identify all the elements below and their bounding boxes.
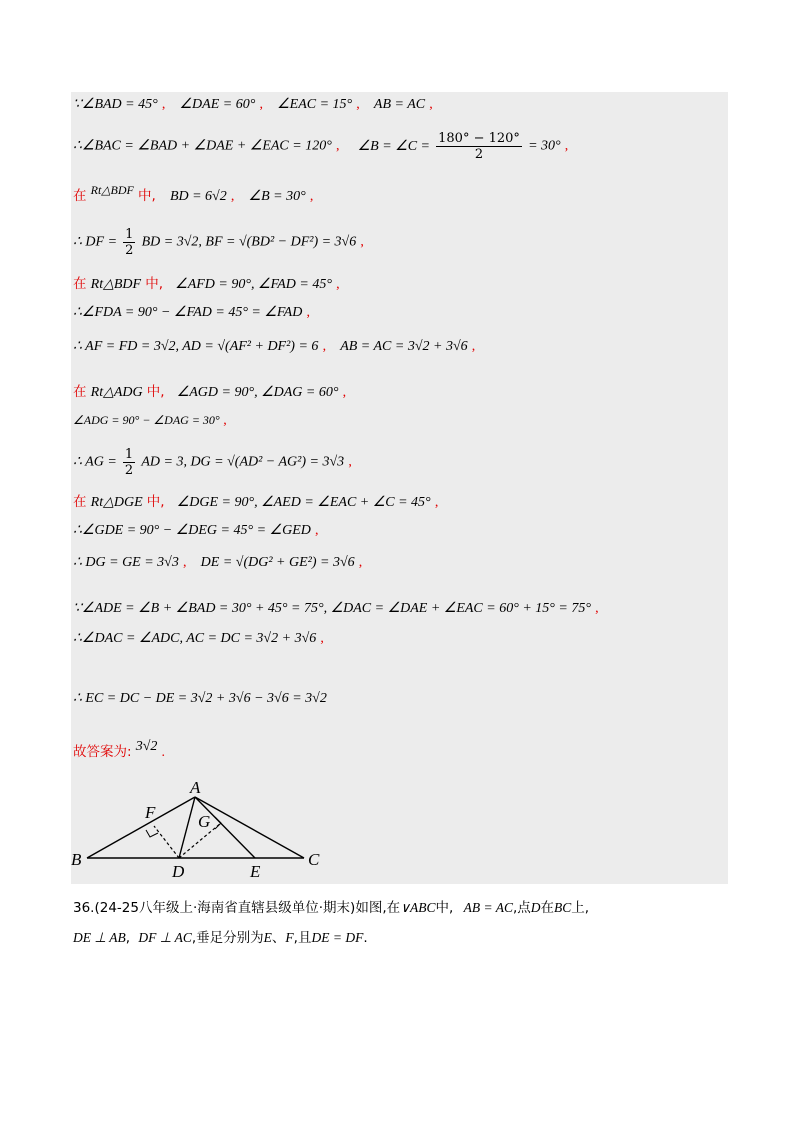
angle-agd-dag: ∠AGD = 90°, ∠DAG = 60°	[176, 385, 339, 400]
answer-line: 故答案为: 3√2 .	[73, 739, 166, 760]
solution-line-3: 在 Rt△BDF 中, BD = 6√2 , ∠B = 30° ,	[73, 183, 314, 204]
answer-value: 3√2	[135, 739, 158, 754]
solution-line-9: ∠ADG = 90° − ∠DAG = 30° ,	[73, 413, 227, 428]
angle-b-result: = 30°	[528, 138, 561, 154]
label-c: C	[308, 850, 320, 869]
solution-line-10: ∴ AG = $\frac{1}{2}$ AD = 3, DG = √(AD² − AG²) = 3√3 ,	[73, 447, 352, 478]
given-dae: ∠DAE = 60°	[179, 97, 256, 112]
angle-b-30: ∠B = 30°	[248, 189, 306, 204]
label-b: B	[71, 850, 82, 869]
angle-afd-fad: ∠AFD = 90°, ∠FAD = 45°	[175, 277, 332, 292]
rt-adf-label: Rt△BDF	[90, 277, 142, 292]
segment-ab	[87, 797, 195, 858]
problem-36-line-2: DE ⊥ AB, DF ⊥ AC,垂足分别为E、F,且DE = DF.	[73, 930, 368, 946]
rt-adg-label: Rt△ADG	[90, 385, 143, 400]
solution-line-2: ∴∠BAC = ∠BAD + ∠DAE + ∠EAC = 120° , ∠B = ∠C = $\frac{180^\circ - 120^\circ}{2}$ = 30° ,	[73, 131, 569, 162]
solution-line-5: 在 Rt△BDF 中, ∠AFD = 90°, ∠FAD = 45° ,	[73, 276, 340, 292]
df-bf-values: BD = 3√2, BF = √(BD² − DF²) = 3√6	[141, 234, 357, 250]
bd-value: BD = 6√2	[169, 189, 227, 204]
angle-b-c: ∠B = ∠C =	[357, 138, 430, 154]
solution-line-13: ∴ DG = GE = 3√3 , DE = √(DG² + GE²) = 3√6 ,	[73, 555, 363, 570]
angle-fda: ∴∠FDA = 90° − ∠FAD = 45° = ∠FAD	[73, 305, 303, 320]
label-f: F	[145, 803, 156, 822]
given-eac: ∠EAC = 15°	[277, 97, 353, 112]
answer-label: 故答案为:	[73, 744, 132, 760]
de-value: DE = √(DG² + GE²) = 3√6	[200, 555, 355, 570]
right-angle-f	[146, 830, 158, 837]
segment-ad	[179, 797, 195, 858]
solution-line-15: ∴∠DAC = ∠ADC, AC = DC = 3√2 + 3√6 ,	[73, 631, 324, 646]
label-d: D	[172, 862, 185, 881]
problem-36-line-1: 36.(24-25八年级上·海南省直辖县级单位·期末)如图,在∨ABC中, AB = AC,点D在BC上,	[73, 900, 590, 916]
given-bad: ∵∠BAD = 45°	[73, 97, 158, 112]
solution-line-4: ∴ DF = $\frac{1}{2}$ BD = 3√2, BF = √(BD² − DF²) = 3√6 ,	[73, 227, 364, 258]
ag-dg-values: AD = 3, DG = √(AD² − AG²) = 3√3	[141, 454, 345, 470]
label-g: G	[198, 812, 211, 831]
fraction-180-120: $\frac{180^\circ - 120^\circ}{2}$	[438, 131, 520, 162]
given-ab-ac: AB = AC	[373, 97, 426, 112]
ac-dc-value: ∴∠DAC = ∠ADC, AC = DC = 3√2 + 3√6	[73, 631, 317, 646]
af-fd-ad-values: ∴ AF = FD = 3√2, AD = √(AF² + DF²) = 6	[73, 339, 319, 354]
ab-ac-value: AB = AC = 3√2 + 3√6	[340, 339, 468, 354]
solution-line-14: ∵∠ADE = ∠B + ∠BAD = 30° + 45° = 75°, ∠DAC = ∠DAE + ∠EAC = 60° + 15° = 75° ,	[73, 601, 599, 616]
dg-ge-values: ∴ DG = GE = 3√3	[73, 555, 179, 570]
triangle-abc: ∨ABC	[400, 900, 436, 915]
angle-gde: ∴∠GDE = 90° − ∠DEG = 45° = ∠GED	[73, 523, 311, 538]
segment-df-dashed	[154, 826, 179, 858]
angle-dge-aed: ∠DGE = 90°, ∠AED = ∠EAC + ∠C = 45°	[176, 495, 431, 510]
angle-adg: ∠ADG = 90° − ∠DAG = 30°	[73, 413, 220, 427]
rt-dge-label: Rt△DGE	[90, 495, 143, 510]
rt-bdf-label: Rt△BDF	[90, 183, 134, 197]
segment-ac	[195, 797, 304, 858]
solution-line-7: ∴ AF = FD = 3√2, AD = √(AF² + DF²) = 6 , AB = AC = 3√2 + 3√6 ,	[73, 339, 476, 354]
fraction-half: $\frac{1}{2}$	[125, 227, 134, 258]
solution-line-12: ∴∠GDE = 90° − ∠DEG = 45° = ∠GED ,	[73, 523, 319, 538]
fraction-half-2: $\frac{1}{2}$	[124, 447, 134, 478]
solution-line-6: ∴∠FDA = 90° − ∠FAD = 45° = ∠FAD ,	[73, 305, 310, 320]
ec-result: ∴ EC = DC − DE = 3√2 + 3√6 − 3√6 = 3√2	[73, 691, 327, 706]
solution-line-8: 在 Rt△ADG 中, ∠AGD = 90°, ∠DAG = 60° ,	[73, 384, 347, 400]
solution-line-1: ∵∠BAD = 45° , ∠DAE = 60° , ∠EAC = 15° , AB = AC ,	[73, 97, 433, 112]
solution-line-11: 在 Rt△DGE 中, ∠DGE = 90°, ∠AED = ∠EAC + ∠C = 45° ,	[73, 494, 439, 510]
label-e: E	[250, 862, 261, 881]
angle-bac-sum: ∴∠BAC = ∠BAD + ∠DAE + ∠EAC = 120°	[73, 138, 332, 154]
angle-ade-dac: ∵∠ADE = ∠B + ∠BAD = 30° + 45° = 75°, ∠DAC = ∠DAE + ∠EAC = 60° + 15° = 75°	[73, 601, 591, 616]
label-a: A	[190, 778, 201, 797]
